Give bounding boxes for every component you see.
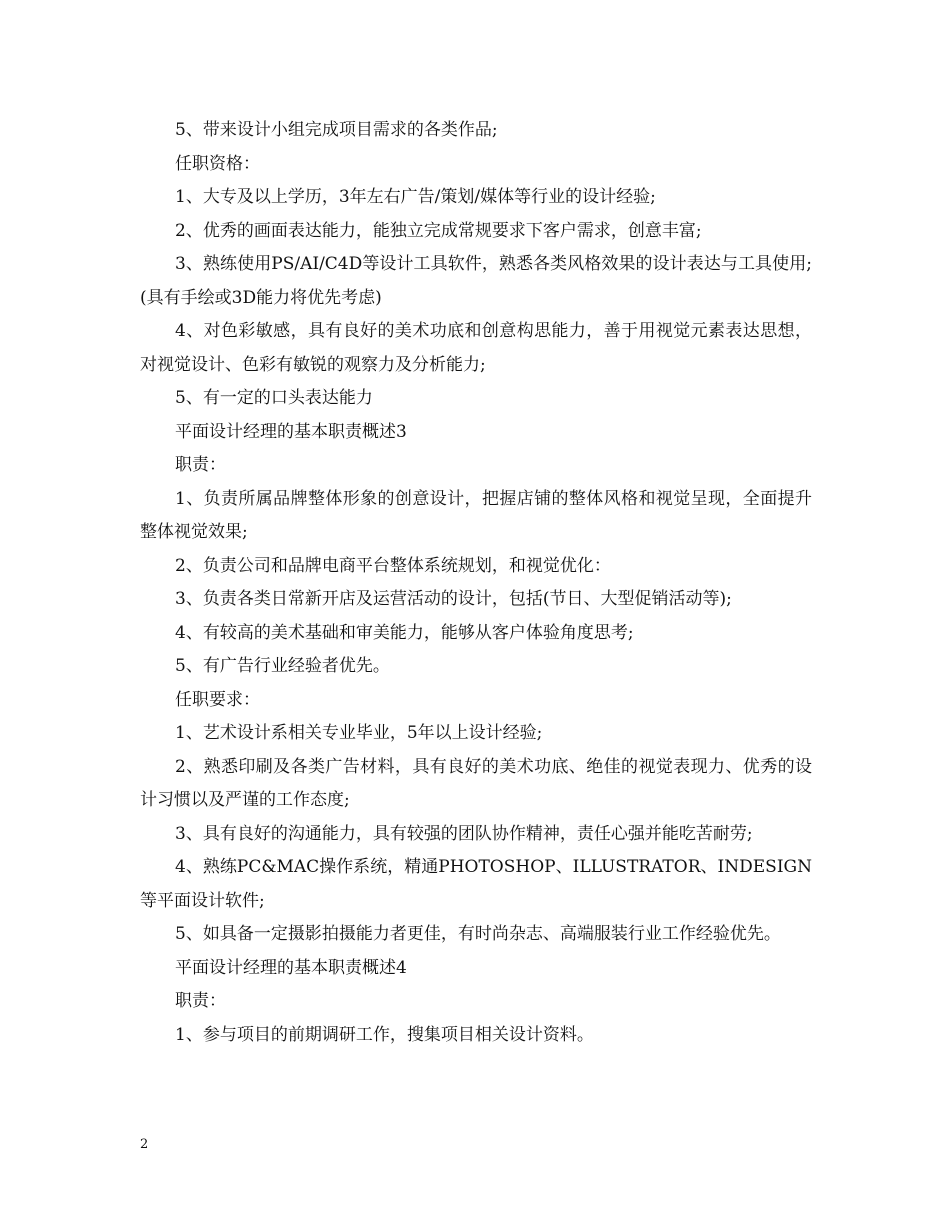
paragraph: 2、优秀的画面表达能力，能独立完成常规要求下客户需求，创意丰富; xyxy=(175,220,702,241)
paragraph: 4、对色彩敏感，具有良好的美术功底和创意构思能力，善于用视觉元素表达思想，对视觉设计、色彩有敏锐的观察力及分析能力; xyxy=(140,321,812,375)
document-body xyxy=(140,114,812,1052)
section-title: 平面设计经理的基本职责概述3 xyxy=(175,421,407,442)
section-heading: 任职资格： xyxy=(175,153,260,174)
paragraph: 3、负责各类日常新开店及运营活动的设计，包括(节日、大型促销活动等); xyxy=(175,589,732,609)
paragraph: 4、有较高的美术基础和审美能力，能够从客户体验角度思考; xyxy=(175,622,634,643)
paragraph: 4、熟练PC&MAC操作系统，精通PHOTOSHOP、ILLUSTRATOR、INDESIGN等平面设计软件; xyxy=(140,857,812,911)
paragraph: 1、大专及以上学历，3年左右广告/策划/媒体等行业的设计经验; xyxy=(175,187,656,207)
paragraph: 5、如具备一定摄影拍摄能力者更佳，有时尚杂志、高端服装行业工作经验优先。 xyxy=(175,924,781,944)
paragraph: 5、有一定的口头表达能力 xyxy=(175,388,373,408)
section-heading: 职责： xyxy=(175,991,226,1011)
paragraph: 5、有广告行业经验者优先。 xyxy=(175,656,390,676)
section-title: 平面设计经理的基本职责概述4 xyxy=(175,957,407,978)
paragraph: 1、负责所属品牌整体形象的创意设计，把握店铺的整体风格和视觉呈现，全面提升整体视觉效果; xyxy=(140,488,812,542)
paragraph: 2、熟悉印刷及各类广告材料，具有良好的美术功底、绝佳的视觉表现力、优秀的设计习惯以及严谨的工作态度; xyxy=(140,756,812,810)
paragraph: 5、带来设计小组完成项目需求的各类作品; xyxy=(175,120,498,140)
paragraph: 1、艺术设计系相关专业毕业，5年以上设计经验; xyxy=(175,723,543,743)
page-number: 2 xyxy=(140,1137,149,1152)
section-heading: 职责： xyxy=(175,455,226,475)
paragraph: 1、参与项目的前期调研工作，搜集项目相关设计资料。 xyxy=(175,1024,594,1045)
paragraph: 2、负责公司和品牌电商平台整体系统规划，和视觉优化： xyxy=(175,555,611,576)
paragraph: 3、熟练使用PS/AI/C4D等设计工具软件，熟悉各类风格效果的设计表达与工具使用;(具有手绘或3D能力将优先考虑) xyxy=(140,254,812,308)
section-heading: 任职要求： xyxy=(175,689,260,710)
paragraph: 3、具有良好的沟通能力，具有较强的团队协作精神，责任心强并能吃苦耐劳; xyxy=(175,823,753,844)
